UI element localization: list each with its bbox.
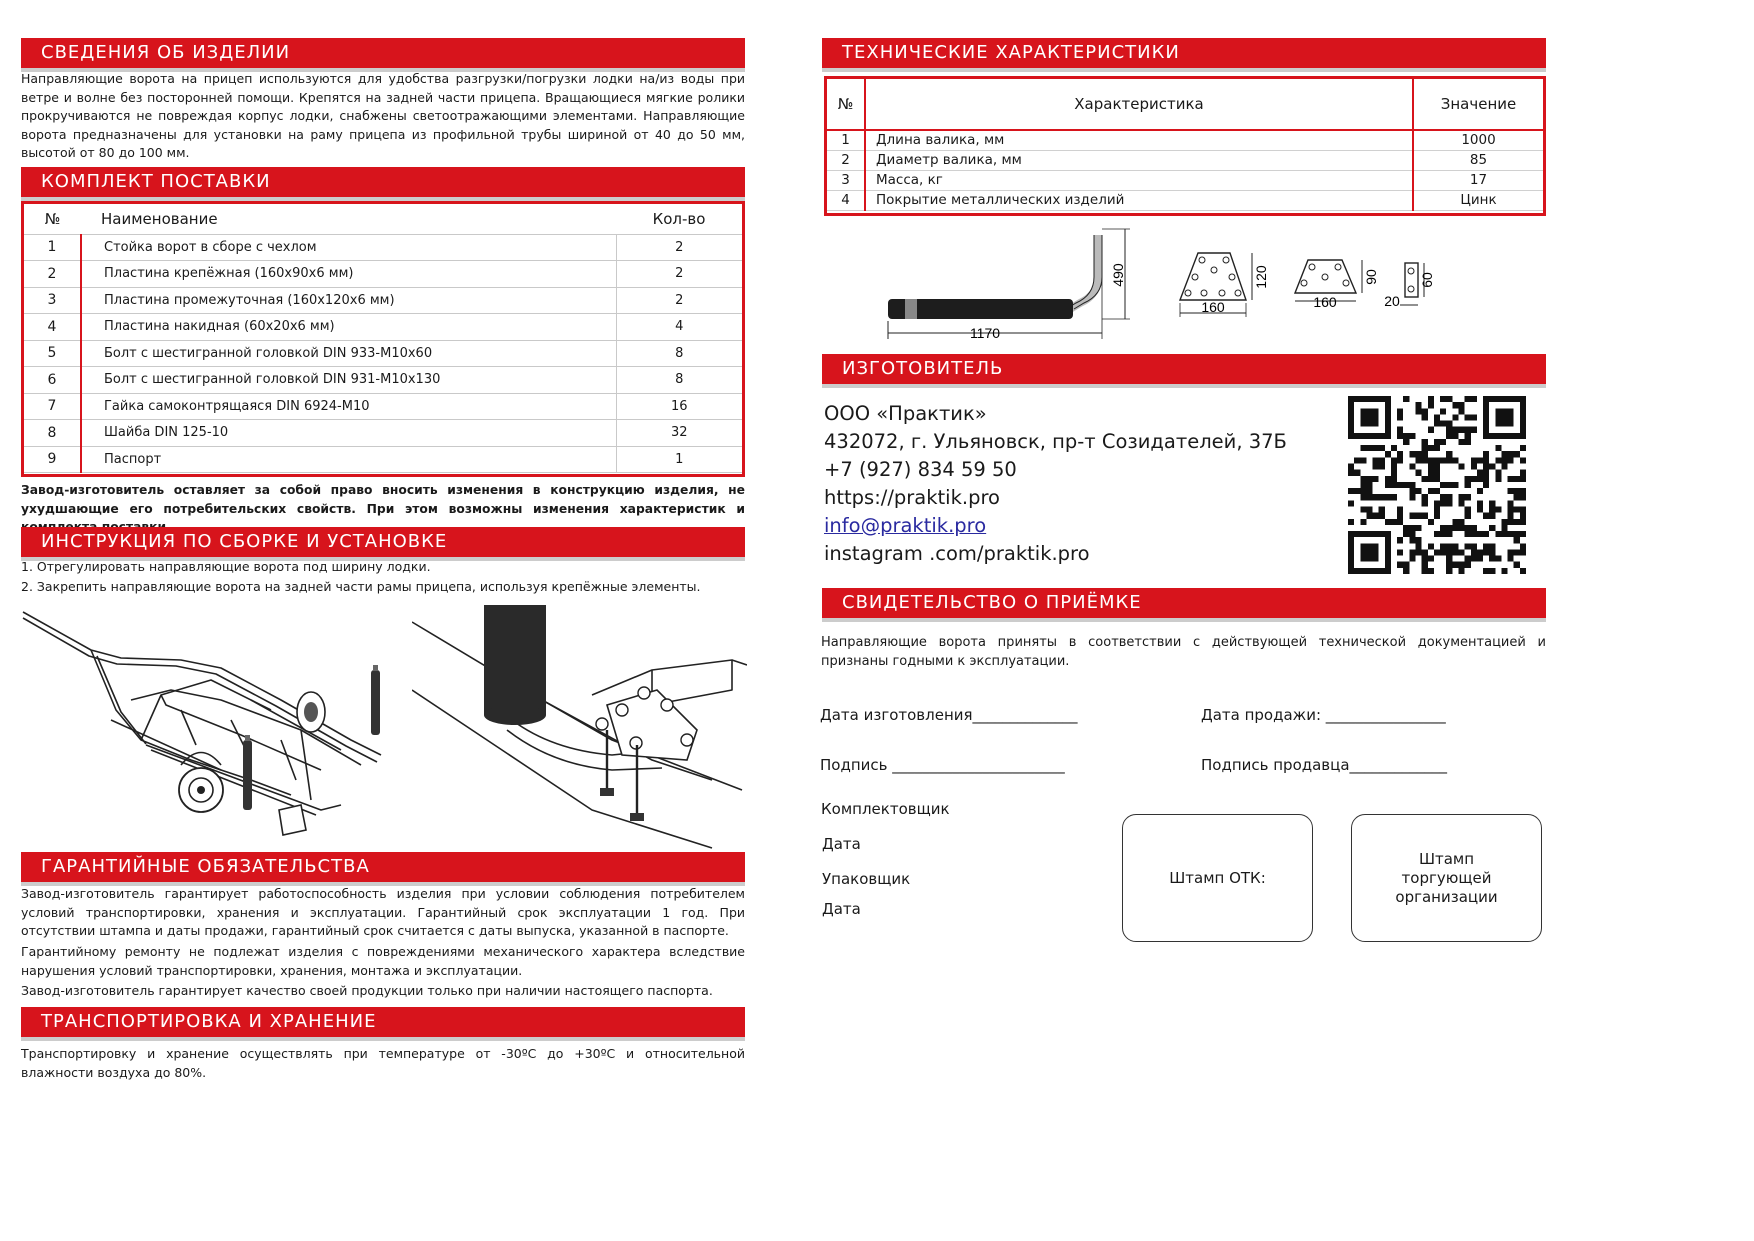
dim-plate1-height: 120 [1253,265,1269,289]
kit-cell-qty: 32 [616,420,742,447]
section-header-instructions: ИНСТРУКЦИЯ ПО СБОРКЕ И УСТАНОВКЕ [21,527,745,557]
kit-row [24,314,742,341]
transport-text: Транспортировку и хранение осуществлять при температуре от -30ºС до +30ºС и относительной влажности воздуха до 80%. [21,1046,745,1080]
kit-cell-num: 6 [24,367,81,394]
maker-instagram[interactable] [824,540,1090,568]
kit-cell-qty: 8 [616,340,742,367]
tech-cell-value: 17 [1413,170,1543,190]
date-sold-field[interactable]: Дата продажи: ________________ [1201,706,1446,724]
kit-header-name: Наименование [81,204,616,234]
section-header-product-info: СВЕДЕНИЯ ОБ ИЗДЕЛИИ [21,38,745,68]
kit-cell-name: Стойка ворот в сборе с чехлом [81,234,616,261]
tech-header-name: Характеристика [865,79,1413,130]
kit-header-num: № [24,204,81,234]
seller-signature-field[interactable]: Подпись продавца_____________ [1201,756,1448,774]
section-header-kit: КОМПЛЕКТ ПОСТАВКИ [21,167,745,197]
maker-address: 432072, г. Ульяновск, пр-т Созидателей, 37Б [824,430,1287,453]
kit-cell-name: Паспорт [81,446,616,473]
packer-kit-label: Комплектовщик [821,800,950,818]
kit-cell-name: Шайба DIN 125-10 [81,420,616,447]
kit-cell-name: Пластина промежуточная (160х120х6 мм) [81,287,616,314]
kit-cell-name: Гайка самоконтрящаяся DIN 6924-M10 [81,393,616,420]
maker-instagram-b: .com/praktik.pro [922,542,1090,565]
instruction-step-1: 1. Отрегулировать направляющие ворота под ширину лодки. [21,559,431,574]
kit-table [24,204,742,473]
dim-post-height: 490 [1110,263,1126,287]
kit-row [24,234,742,261]
kit-cell-num: 8 [24,420,81,447]
kit-row [24,340,742,367]
kit-cell-name: Болт с шестигранной головкой DIN 931-M10х130 [81,367,616,394]
kit-cell-qty: 4 [616,314,742,341]
section-header-warranty: ГАРАНТИЙНЫЕ ОБЯЗАТЕЛЬСТВА [21,852,745,882]
date-made-field[interactable]: Дата изготовления______________ [820,706,1078,724]
kit-row [24,287,742,314]
qr-code[interactable] [1348,396,1526,574]
dim-plate3-width: 20 [1384,293,1400,309]
kit-cell-qty: 8 [616,367,742,394]
date-label-1: Дата [822,835,861,853]
stamp-shop-label: Штамп торгующей организации [1395,849,1498,906]
stamp-shop-box [1351,814,1542,942]
product-info-text: Направляющие ворота на прицеп используются для удобства разгрузки/погрузки лодки на/из воды при ветре и волне без посторонней помощи. Крепятся на задней части прицепа. Вращающиеся мягкие ролики прокручиваются не повреждая корпус лодки, снабжены светоотражающими элементами. Направляющие ворота предназначены для установки на раму прицепа из профильной трубы шириной от 40 до 50 мм, высотой от 80 до 100 мм. [21,71,745,161]
warranty-text-3: Завод-изготовитель гарантирует качество своей продукции только при наличии настоящего паспорта. [21,983,713,998]
tech-row [827,190,1543,210]
warranty-text-1: Завод-изготовитель гарантирует работоспособность изделия при условии соблюдения потребителем условий транспортировки, хранения и эксплуатации. Гарантийный срок эксплуатации 1 год. При отсутствии штампа и даты продажи, гарантийный срок считается с даты выпуска, указанной в паспорте. [21,886,745,939]
section-header-acceptance: СВИДЕТЕЛЬСТВО О ПРИЁМКЕ [822,588,1546,618]
stamp-otk-label: Штамп ОТК: [1169,868,1266,887]
tech-header-num: № [827,79,865,130]
kit-cell-qty: 16 [616,393,742,420]
tech-table-frame [824,76,1546,216]
tech-cell-num: 3 [827,170,865,190]
tech-cell-name: Покрытие металлических изделий [865,190,1413,210]
tech-row [827,150,1543,170]
kit-cell-name: Пластина крепёжная (160х90х6 мм) [81,261,616,288]
kit-row [24,446,742,473]
dim-plate2-height: 90 [1363,269,1379,285]
kit-row [24,367,742,394]
maker-phone: +7 (927) 834 59 50 [824,458,1017,481]
signature-field[interactable]: Подпись _______________________ [820,756,1065,774]
kit-table-frame [21,201,745,477]
section-header-maker: ИЗГОТОВИТЕЛЬ [822,354,1546,384]
maker-site[interactable]: https://praktik.pro [824,486,1000,509]
kit-cell-num: 5 [24,340,81,367]
kit-note: Завод-изготовитель оставляет за собой право вносить изменения в конструкцию изделия, не ухудшающие его потребительских свойств. При этом возможны изменения характеристик и [21,483,745,516]
warranty-text-2: Гарантийному ремонту не подлежат изделия с повреждениями механического характера вследствие нарушения условий транспортировки, хранения, монтажа и эксплуатации. [21,944,745,978]
kit-cell-qty: 2 [616,261,742,288]
tech-cell-value: Цинк [1413,190,1543,210]
dim-plate2-width: 160 [1313,294,1337,310]
tech-cell-name: Масса, кг [865,170,1413,190]
tech-table [827,79,1543,211]
kit-cell-num: 7 [24,393,81,420]
dimension-drawings [880,225,1440,345]
instruction-step-2: 2. Закрепить направляющие ворота на задней части рамы прицепа, используя крепёжные элементы. [21,579,701,594]
tech-cell-num: 1 [827,130,865,150]
kit-cell-qty: 2 [616,234,742,261]
kit-cell-num: 1 [24,234,81,261]
kit-cell-num: 4 [24,314,81,341]
stamp-otk-box [1122,814,1313,942]
kit-cell-num: 2 [24,261,81,288]
maker-email-link[interactable]: info@praktik.pro [824,514,987,537]
kit-cell-qty: 1 [616,446,742,473]
tech-cell-value: 1000 [1413,130,1543,150]
tech-cell-value: 85 [1413,150,1543,170]
kit-row [24,261,742,288]
kit-cell-name: Пластина накидная (60х20х6 мм) [81,314,616,341]
acceptance-text: Направляющие ворота приняты в соответствии с действующей технической документацией и признаны годными к эксплуатации. [821,635,1546,669]
packer-label: Упаковщик [822,870,911,888]
kit-row [24,420,742,447]
maker-email[interactable] [824,512,986,540]
kit-header-qty: Кол-во [616,204,742,234]
kit-cell-num: 9 [24,446,81,473]
dim-plate1-width: 160 [1201,299,1225,315]
section-header-tech: ТЕХНИЧЕСКИЕ ХАРАКТЕРИСТИКИ [822,38,1546,68]
tech-cell-name: Диаметр валика, мм [865,150,1413,170]
tech-cell-name: Длина валика, мм [865,130,1413,150]
tech-cell-num: 4 [827,190,865,210]
maker-company: ООО «Практик» [824,402,987,425]
dim-post-length: 1170 [969,325,1001,341]
kit-cell-num: 3 [24,287,81,314]
maker-instagram-a: instagram [824,542,923,565]
section-header-transport: ТРАНСПОРТИРОВКА И ХРАНЕНИЕ [21,1007,745,1037]
trailer-illustration [21,600,411,845]
tech-row [827,170,1543,190]
tech-cell-num: 2 [827,150,865,170]
tech-header-value: Значение [1413,79,1543,130]
dim-plate3-height: 60 [1419,272,1435,288]
tech-row [827,130,1543,150]
kit-cell-qty: 2 [616,287,742,314]
date-label-2: Дата [822,900,861,918]
kit-row [24,393,742,420]
mounting-detail-illustration [412,600,747,850]
kit-cell-name: Болт с шестигранной головкой DIN 933-M10х60 [81,340,616,367]
